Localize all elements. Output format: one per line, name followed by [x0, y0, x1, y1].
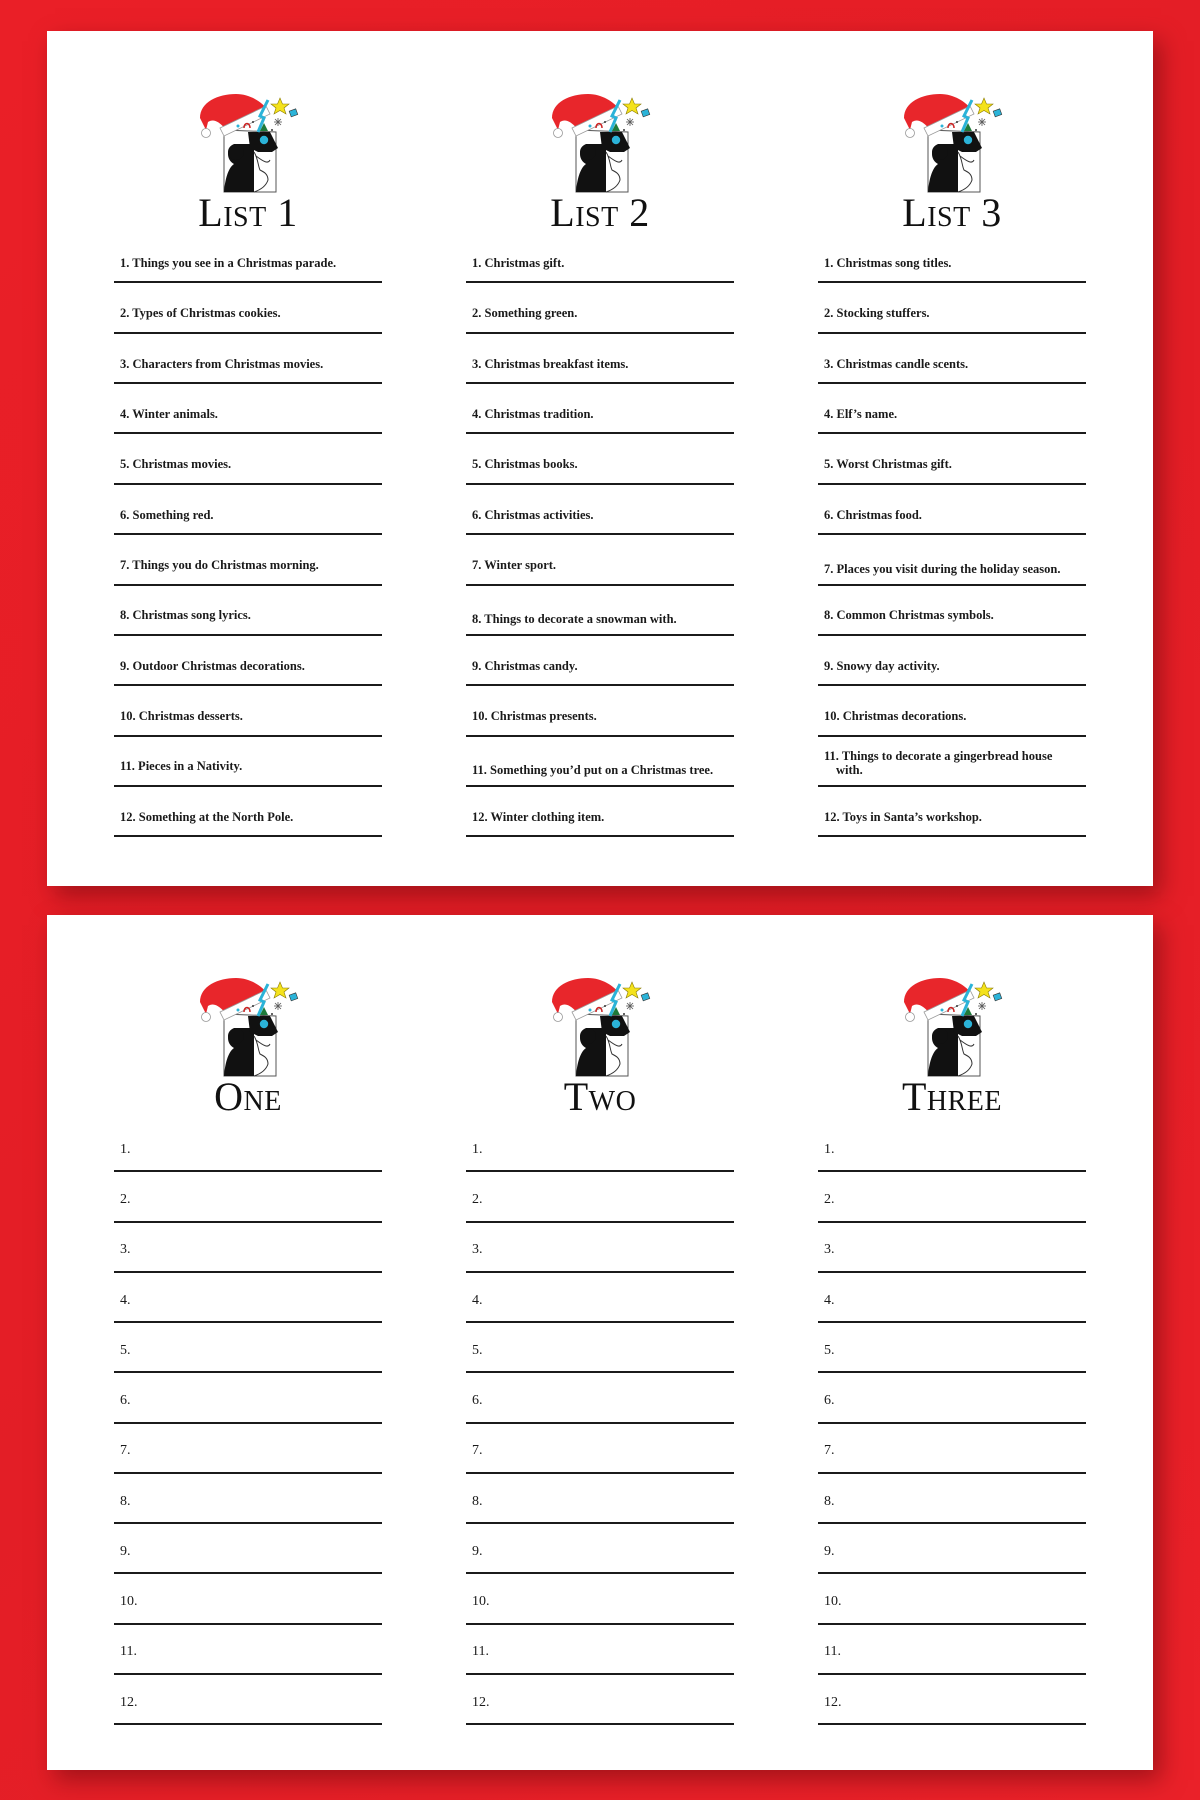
answer-number: 12.: [824, 1694, 842, 1710]
answer-line[interactable]: [466, 1574, 734, 1624]
answer-line[interactable]: [818, 1122, 1086, 1172]
list-item: [114, 384, 382, 434]
answer-line[interactable]: [818, 1574, 1086, 1624]
prompt-text: 1. Things you see in a Christmas parade.: [120, 255, 337, 270]
answer-number: 6.: [120, 1393, 131, 1409]
prompt-text: 2. Types of Christmas cookies.: [120, 306, 281, 321]
santa-hat-head-logo-icon: [550, 92, 654, 193]
list-item: [114, 334, 382, 384]
answer-number: 8.: [472, 1493, 483, 1509]
answer-number: 7.: [120, 1443, 131, 1459]
answer-line[interactable]: [114, 1474, 382, 1524]
list-title: List 1: [198, 190, 298, 235]
prompt-text: 2. Stocking stuffers.: [824, 306, 930, 321]
list-item: [466, 384, 734, 434]
prompt-text: 11. Things to decorate a gingerbread house with.: [824, 748, 1053, 778]
prompt-text: 6. Something red.: [120, 507, 214, 522]
prompt-text: 11. Pieces in a Nativity.: [120, 759, 243, 774]
answer-number: 4.: [824, 1292, 835, 1308]
answer-line[interactable]: [466, 1675, 734, 1725]
list-item: [466, 586, 734, 636]
answer-line[interactable]: [114, 1675, 382, 1725]
list-item: [114, 535, 382, 585]
list-item: [818, 384, 1086, 434]
list-2-column: [466, 31, 734, 886]
answer-line[interactable]: [466, 1424, 734, 1474]
list-item: [114, 737, 382, 787]
list-3-column: [818, 31, 1086, 886]
prompt-text: 5. Worst Christmas gift.: [824, 457, 952, 472]
list-item: [466, 535, 734, 585]
answer-number: 6.: [824, 1393, 835, 1409]
answer-line[interactable]: [466, 1273, 734, 1323]
list-1-column: [114, 31, 382, 886]
answer-line[interactable]: [818, 1424, 1086, 1474]
answer-number: 3.: [472, 1242, 483, 1258]
answer-line[interactable]: [818, 1373, 1086, 1423]
answer-line[interactable]: [466, 1122, 734, 1172]
list-item: [466, 737, 734, 787]
prompt-text: 6. Christmas activities.: [472, 507, 594, 522]
prompt-text: 5. Christmas movies.: [120, 457, 232, 472]
prompt-text: 3. Christmas candle scents.: [824, 356, 969, 371]
answer-line[interactable]: [114, 1625, 382, 1675]
answer-line[interactable]: [114, 1323, 382, 1373]
answer-number: 4.: [120, 1292, 131, 1308]
santa-hat-head-logo-icon: [902, 976, 1006, 1077]
prompt-text: 12. Winter clothing item.: [472, 809, 605, 824]
prompt-text: 7. Places you visit during the holiday season.: [824, 562, 1061, 577]
answer-column-one: [114, 915, 382, 1770]
answer-number: 2.: [120, 1192, 131, 1208]
list-item: [114, 434, 382, 484]
list-item: [466, 283, 734, 333]
answer-number: 1.: [824, 1141, 835, 1157]
answer-number: 12.: [120, 1694, 138, 1710]
answer-line[interactable]: [114, 1574, 382, 1624]
answer-number: 9.: [120, 1543, 131, 1559]
santa-hat-head-logo-icon: [198, 976, 302, 1077]
answer-number: 3.: [120, 1242, 131, 1258]
answer-line[interactable]: [818, 1172, 1086, 1222]
answer-line[interactable]: [466, 1323, 734, 1373]
answer-line[interactable]: [818, 1625, 1086, 1675]
prompt-text: 8. Common Christmas symbols.: [824, 608, 994, 623]
prompt-text: 7. Winter sport.: [472, 558, 557, 573]
answer-line[interactable]: [114, 1424, 382, 1474]
answer-number: 1.: [472, 1141, 483, 1157]
prompt-text: 10. Christmas decorations.: [824, 709, 967, 724]
list-item: [818, 485, 1086, 535]
answer-number: 6.: [472, 1393, 483, 1409]
answer-list: [818, 1122, 1086, 1725]
prompt-text: 6. Christmas food.: [824, 507, 922, 522]
answer-line[interactable]: [818, 1474, 1086, 1524]
prompt-text: 4. Elf’s name.: [824, 406, 898, 421]
list-item: [114, 787, 382, 837]
prompt-text: 11. Something you’d put on a Christmas tree.: [472, 763, 714, 778]
answer-line[interactable]: [114, 1524, 382, 1574]
answer-line[interactable]: [114, 1273, 382, 1323]
prompt-text: 9. Snowy day activity.: [824, 658, 940, 673]
list-item: [818, 233, 1086, 283]
answer-column-three: [818, 915, 1086, 1770]
answer-title: Three: [901, 1074, 1003, 1119]
prompt-list: [466, 233, 734, 837]
answer-number: 2.: [824, 1192, 835, 1208]
answer-number: 11.: [120, 1644, 137, 1660]
answer-line[interactable]: [466, 1524, 734, 1574]
prompt-text: 12. Toys in Santa’s workshop.: [824, 809, 982, 824]
answer-number: 1.: [120, 1141, 131, 1157]
answer-number: 3.: [824, 1242, 835, 1258]
list-item: [114, 283, 382, 333]
list-title: List 3: [902, 190, 1002, 235]
list-item: [114, 586, 382, 636]
answer-number: 8.: [824, 1493, 835, 1509]
list-item: [818, 434, 1086, 484]
answer-number: 5.: [472, 1342, 483, 1358]
answer-line[interactable]: [466, 1172, 734, 1222]
santa-hat-head-logo-icon: [902, 92, 1006, 193]
answer-title: One: [214, 1074, 282, 1119]
answer-list: [466, 1122, 734, 1725]
top-worksheet-panel: [47, 31, 1153, 886]
answer-number: 7.: [472, 1443, 483, 1459]
answer-number: 9.: [824, 1543, 835, 1559]
list-item: [818, 636, 1086, 686]
bottom-answer-panel: [47, 915, 1153, 1770]
answer-line[interactable]: [818, 1323, 1086, 1373]
list-item: [114, 636, 382, 686]
answer-list: [114, 1122, 382, 1725]
answer-number: 10.: [824, 1594, 842, 1610]
prompt-text: 10. Christmas presents.: [472, 709, 597, 724]
prompt-text: 12. Something at the North Pole.: [120, 809, 294, 824]
answer-line[interactable]: [114, 1223, 382, 1273]
list-item: [466, 787, 734, 837]
list-item: [818, 535, 1086, 585]
answer-line[interactable]: [114, 1122, 382, 1172]
prompt-text: 4. Christmas tradition.: [472, 406, 594, 421]
prompt-text: 9. Christmas candy.: [472, 658, 578, 673]
prompt-list: [818, 233, 1086, 837]
answer-line[interactable]: [466, 1474, 734, 1524]
prompt-text: 4. Winter animals.: [120, 406, 218, 421]
answer-number: 11.: [824, 1644, 841, 1660]
answer-number: 4.: [472, 1292, 483, 1308]
answer-line[interactable]: [466, 1373, 734, 1423]
answer-number: 7.: [824, 1443, 835, 1459]
answer-number: 5.: [120, 1342, 131, 1358]
prompt-text: 8. Christmas song lyrics.: [120, 608, 251, 623]
answer-number: 12.: [472, 1694, 490, 1710]
answer-line[interactable]: [818, 1524, 1086, 1574]
answer-line[interactable]: [818, 1675, 1086, 1725]
list-item: [466, 485, 734, 535]
list-title: List 2: [550, 190, 650, 235]
list-item: [466, 233, 734, 283]
answer-number: 9.: [472, 1543, 483, 1559]
prompt-list: [114, 233, 382, 837]
answer-number: 11.: [472, 1644, 489, 1660]
answer-column-two: [466, 915, 734, 1770]
prompt-text: 3. Christmas breakfast items.: [472, 356, 629, 371]
prompt-text: 1. Christmas gift.: [472, 255, 565, 270]
answer-line[interactable]: [114, 1373, 382, 1423]
prompt-text: 8. Things to decorate a snowman with.: [472, 612, 677, 627]
answer-number: 10.: [472, 1594, 490, 1610]
answer-line[interactable]: [466, 1625, 734, 1675]
prompt-text: 10. Christmas desserts.: [120, 709, 243, 724]
answer-number: 8.: [120, 1493, 131, 1509]
list-item: [466, 636, 734, 686]
santa-hat-head-logo-icon: [550, 976, 654, 1077]
list-item: [466, 686, 734, 736]
list-item: [818, 586, 1086, 636]
list-item: [818, 686, 1086, 736]
prompt-text: 2. Something green.: [472, 306, 578, 321]
answer-number: 2.: [472, 1192, 483, 1208]
prompt-text: 7. Things you do Christmas morning.: [120, 558, 319, 573]
list-item: [466, 334, 734, 384]
list-item: [114, 233, 382, 283]
answer-line[interactable]: [818, 1223, 1086, 1273]
list-item: [114, 485, 382, 535]
answer-line[interactable]: [114, 1172, 382, 1222]
list-item: [114, 686, 382, 736]
list-item: [818, 737, 1086, 787]
prompt-text: 9. Outdoor Christmas decorations.: [120, 658, 305, 673]
answer-number: 5.: [824, 1342, 835, 1358]
answer-title: Two: [563, 1074, 637, 1119]
list-item: [818, 283, 1086, 333]
santa-hat-head-logo-icon: [198, 92, 302, 193]
list-item: [818, 787, 1086, 837]
answer-line[interactable]: [466, 1223, 734, 1273]
answer-number: 10.: [120, 1594, 138, 1610]
list-item: [466, 434, 734, 484]
prompt-text: 1. Christmas song titles.: [824, 255, 952, 270]
prompt-text: 3. Characters from Christmas movies.: [120, 356, 324, 371]
list-item: [818, 334, 1086, 384]
prompt-text: 5. Christmas books.: [472, 457, 578, 472]
answer-line[interactable]: [818, 1273, 1086, 1323]
